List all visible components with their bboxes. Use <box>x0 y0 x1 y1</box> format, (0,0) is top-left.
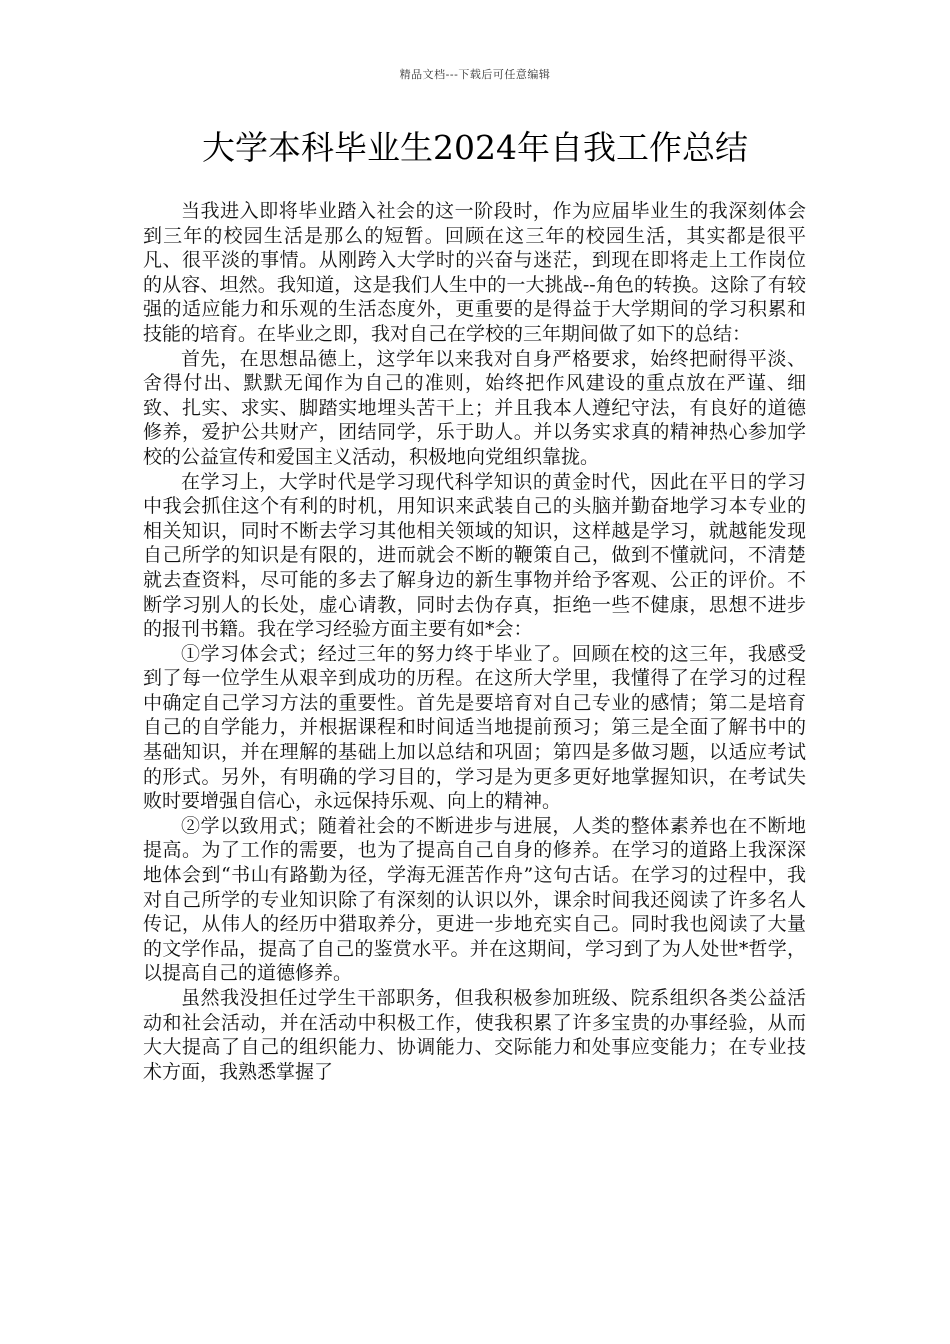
paragraph: ②学以致用式；随着社会的不断进步与进展，人类的整体素养也在不断地提高。为了工作的需要，也为了提高自己自身的修养。在学习的道路上我深深地体会到“书山有路勤为径，学海无涯苦作舟”这句古话。在学习的过程中，我对自己所学的专业知识除了有深刻的认识以外，课余时间我还阅读了许多名人传记，从伟人的经历中猎取养分，更进一步地充实自己。同时我也阅读了大量的文学作品，提高了自己的鉴赏水平。并在这期间，学习到了为人处世*哲学，以提高自己的道德修养。 <box>143 814 806 985</box>
document-body <box>143 199 806 1084</box>
paragraph: ①学习体会式；经过三年的努力终于毕业了。回顾在校的这三年，我感受到了每一位学生从艰辛到成功的历程。在这所大学里，我懂得了在学习的过程中确定自己学习方法的重要性。首先是要培育对自己专业的感情；第二是培育自己的自学能力，并根据课程和时间适当地提前预习；第三是全面了解书中的基础知识，并在理解的基础上加以总结和巩固；第四是多做习题，以适应考试的形式。另外，有明确的学习目的，学习是为更多更好地掌握知识，在考试失败时要增强自信心，永远保持乐观、向上的精神。 <box>143 642 806 813</box>
paragraph: 在学习上，大学时代是学习现代科学知识的黄金时代，因此在平日的学习中我会抓住这个有利的时机，用知识来武装自己的头脑并勤奋地学习本专业的相关知识，同时不断去学习其他相关领域的知识，这样越是学习，就越能发现自己所学的知识是有限的，进而就会不断的鞭策自己，做到不懂就问，不清楚就去查资料，尽可能的多去了解身边的新生事物并给予客观、公正的评价。不断学习别人的长处，虚心请教，同时去伪存真，拒绝一些不健康，思想不进步的报刊书籍。我在学习经验方面主要有如*会： <box>143 470 806 641</box>
paragraph: 虽然我没担任过学生干部职务，但我积极参加班级、院系组织各类公益活动和社会活动，并在活动中积极工作，使我积累了许多宝贵的办事经验，从而大大提高了自己的组织能力、协调能力、交际能力和处事应变能力；在专业技术方面，我熟悉掌握了 <box>143 987 806 1083</box>
header-note: 精品文档---下载后可任意编辑 <box>399 68 551 81</box>
paragraph: 当我进入即将毕业踏入社会的这一阶段时，作为应届毕业生的我深刻体会到三年的校园生活是那么的短暂。回顾在这三年的校园生活，其实都是很平凡、很平淡的事情。从刚跨入大学时的兴奋与迷茫，到现在即将走上工作岗位的从容、坦然。我知道，这是我们人生中的一大挑战--角色的转换。这除了有较强的适应能力和乐观的生活态度外，更重要的是得益于大学期间的学习积累和技能的培育。在毕业之即，我对自己在学校的三年期间做了如下的总结： <box>143 200 806 345</box>
paragraph: 首先，在思想品德上，这学年以来我对自身严格要求，始终把耐得平淡、舍得付出、默默无闻作为自己的准则，始终把作风建设的重点放在严谨、细致、扎实、求实、脚踏实地埋头苦干上；并且我本人遵纪守法，有良好的道德修养，爱护公共财产，团结同学，乐于助人。并以务实求真的精神热心参加学校的公益宣传和爱国主义活动，积极地向党组织靠拢。 <box>143 347 806 468</box>
document-title: 大学本科毕业生2024年自我工作总结 <box>202 128 748 167</box>
